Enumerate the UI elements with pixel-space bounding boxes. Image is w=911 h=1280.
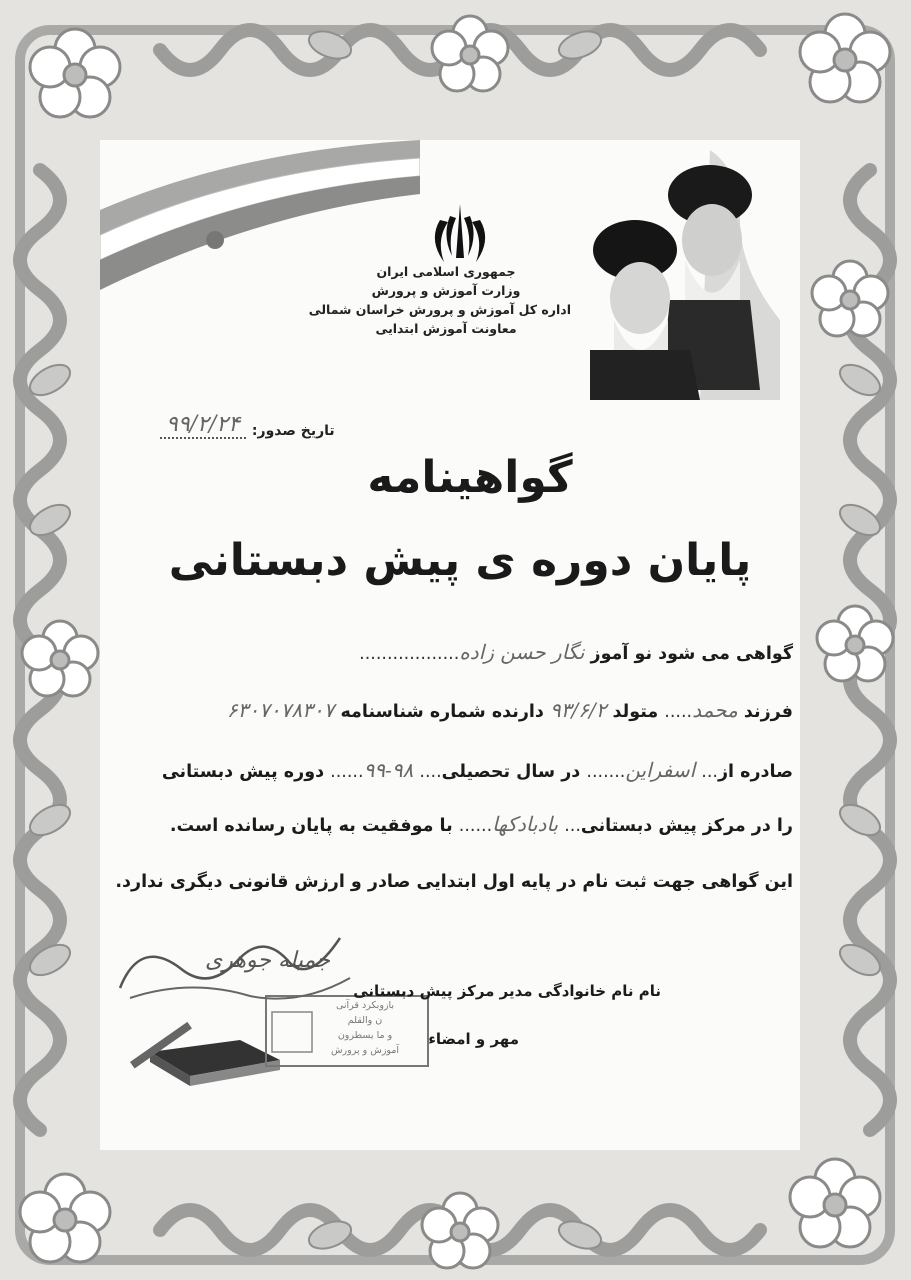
body-line-1	[359, 640, 793, 664]
id-label: دارنده شماره شناسنامه	[340, 702, 544, 722]
body-line-3	[162, 758, 793, 782]
portraits-image	[590, 150, 780, 400]
center-name: بادبادکها	[492, 812, 559, 836]
stamp-line-2: ن والقلم	[347, 1015, 383, 1026]
academic-year-label: در سال تحصیلی	[441, 762, 581, 782]
dots: ...	[564, 816, 581, 836]
child-of-label: فرزند	[743, 702, 793, 722]
course-label: دوره پیش دبستانی	[161, 762, 325, 782]
id-number: ۶۳۰۷۰۷۸۳۰۷	[226, 698, 335, 722]
certificate-title: گواهینامه	[367, 452, 573, 503]
issue-place: اسفراین	[625, 758, 696, 782]
academic-year: ۹۸-۹۹	[363, 758, 414, 782]
issued-from-label: صادره از	[717, 762, 793, 782]
ministry-header	[308, 262, 571, 338]
body-line-2	[227, 698, 793, 722]
born-label: متولد	[612, 702, 659, 722]
manager-signature-label: نام نام خانوادگی مدیر مرکز پیش دبستانی	[353, 982, 661, 1000]
body-line-5	[115, 872, 793, 892]
dots: ...	[701, 762, 718, 782]
dots: ..................	[359, 644, 460, 664]
seal-signature-label: مهر و امضاء	[428, 1030, 519, 1048]
handwritten-name: جمیله جوهری	[205, 948, 330, 973]
birth-date: ۹۳/۶/۲	[550, 698, 607, 722]
dots: ......	[330, 762, 364, 782]
stamp-line-1: بازوبکرد قرآنی	[335, 1000, 395, 1011]
issue-date	[160, 412, 335, 439]
stamp-line-3: و ما یسطرون	[337, 1030, 393, 1041]
father-name: محمد	[692, 698, 738, 722]
header-line-4: معاونت آموزش ابتدایی	[375, 321, 517, 336]
line4-suffix: با موفقیت به پایان رسانده است.	[169, 816, 453, 836]
certificate-subtitle: پایان دوره ی پیش دبستانی	[168, 535, 752, 586]
header-line-3: اداره کل آموزش و پرورش خراسان شمالی	[308, 302, 571, 317]
iran-emblem-icon	[420, 200, 500, 270]
header-line-2: وزارت آموزش و پرورش	[371, 283, 521, 298]
dots: ......	[458, 816, 493, 836]
line4-prefix: را در مرکز پیش دبستانی	[580, 816, 793, 836]
dots: ....	[419, 762, 442, 782]
line5-text: این گواهی جهت ثبت نام در پایه اول ابتدایی صادر و ارزش قانونی دیگری ندارد.	[115, 872, 793, 892]
body-line-4	[170, 812, 793, 836]
student-name: نگار حسن زاده	[459, 640, 585, 664]
stamp-line-4: آموزش و پرورش	[330, 1045, 400, 1056]
dots: .....	[664, 702, 693, 722]
line1-prefix: گواهی می شود نو آموز	[590, 644, 793, 664]
handwritten-signature	[100, 918, 360, 1008]
issue-date-value: ۹۹/۲/۲۴	[160, 412, 246, 439]
header-line-1: جمهوری اسلامی ایران	[376, 264, 516, 279]
issue-date-label: تاریخ صدور:	[251, 423, 335, 439]
dots: .......	[586, 762, 626, 782]
